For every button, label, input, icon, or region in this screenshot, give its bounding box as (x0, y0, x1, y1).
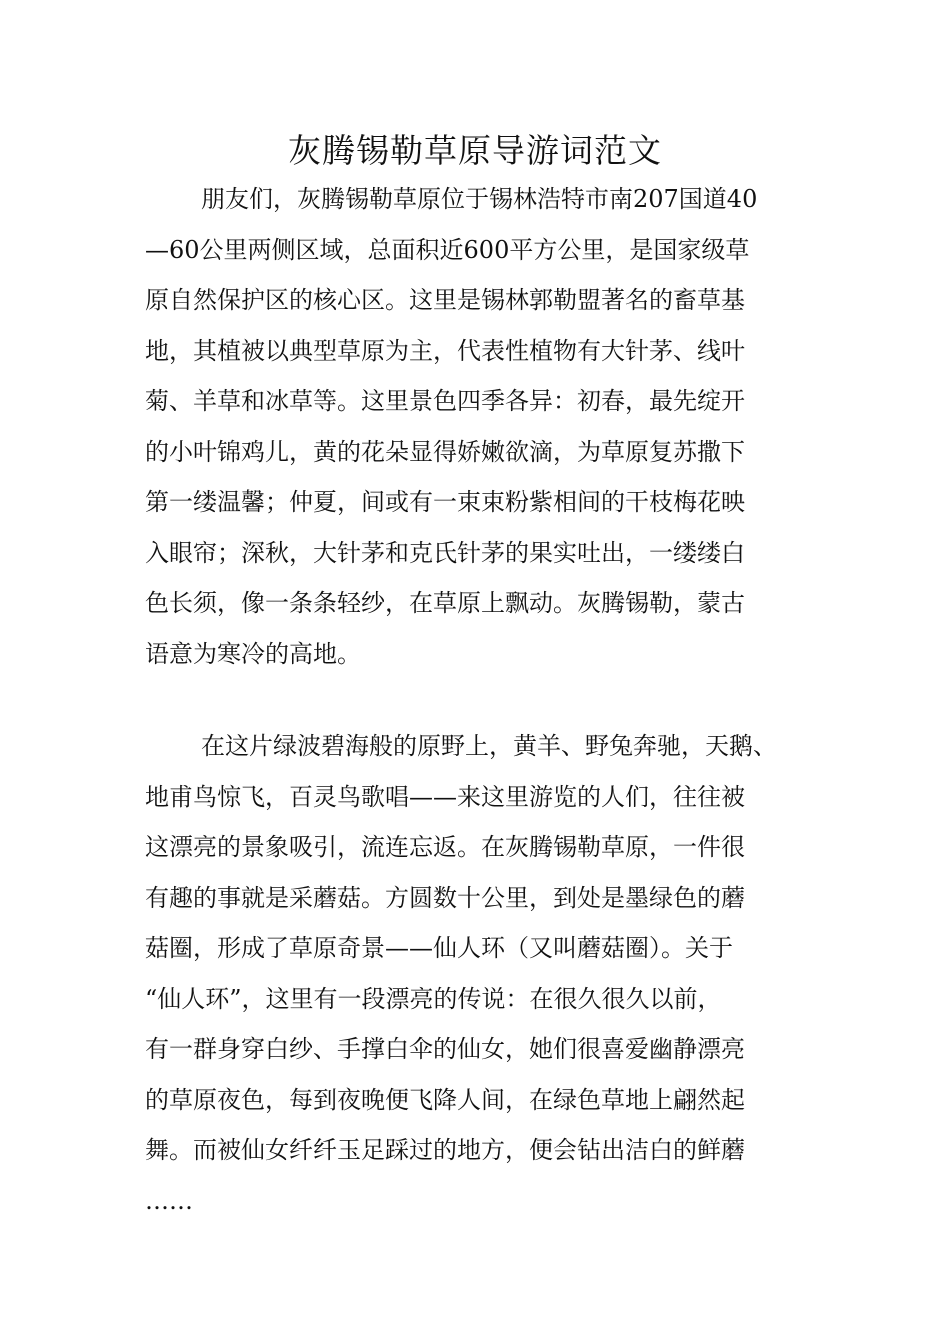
paragraph-line: 在这片绿波碧海般的原野上，黄羊、野兔奔驰，天鹅、 (201, 732, 777, 760)
paragraph-line: 第一缕温馨；仲夏，间或有一束束粉紫相间的干枝梅花映 (145, 488, 745, 516)
paragraph-line: —60公里两侧区域，总面积近600平方公里，是国家级草 (145, 235, 750, 264)
paragraph-line: …… (145, 1186, 193, 1215)
paragraph-line: “仙人环”，这里有一段漂亮的传说：在很久很久以前， (145, 984, 722, 1013)
paragraph-line: 色长须，像一条条轻纱，在草原上飘动。灰腾锡勒，蒙古 (145, 589, 745, 617)
paragraph-line: 入眼帘；深秋，大针茅和克氏针茅的果实吐出，一缕缕白 (145, 538, 745, 567)
document-title: 灰腾锡勒草原导游词范文 (288, 131, 662, 170)
paragraph-line: 语意为寒冷的高地。 (145, 639, 361, 668)
paragraph-line: 菇圈，形成了草原奇景——仙人环（又叫蘑菇圈）。关于 (145, 934, 733, 962)
paragraph-line: 菊、羊草和冰草等。这里景色四季各异：初春，最先绽开 (145, 387, 745, 415)
paragraph-line: 的草原夜色，每到夜晚便飞降人间，在绿色草地上翩然起 (145, 1085, 745, 1114)
paragraph-2 (145, 721, 845, 1226)
paragraph-line: 朋友们，灰腾锡勒草原位于锡林浩特市南207国道40 (201, 185, 758, 213)
paragraph-1 (145, 174, 845, 679)
paragraph-line: 的小叶锦鸡儿，黄的花朵显得娇嫩欲滴，为草原复苏撒下 (145, 437, 745, 466)
paragraph-line: 原自然保护区的核心区。这里是锡林郭勒盟著名的畜草基 (145, 286, 745, 314)
paragraph-line: 这漂亮的景象吸引，流连忘返。在灰腾锡勒草原，一件很 (145, 833, 745, 861)
paragraph-line: 有一群身穿白纱、手撑白伞的仙女，她们很喜爱幽静漂亮 (145, 1035, 745, 1063)
paragraph-line: 地，其植被以典型草原为主，代表性植物有大针茅、线叶 (145, 336, 745, 365)
paragraph-line: 地甫鸟惊飞，百灵鸟歌唱——来这里游览的人们，往往被 (145, 782, 745, 811)
paragraph-line: 舞。而被仙女纤纤玉足踩过的地方，便会钻出洁白的鲜蘑 (145, 1136, 745, 1164)
paragraph-line: 有趣的事就是采蘑菇。方圆数十公里，到处是墨绿色的蘑 (145, 883, 745, 912)
